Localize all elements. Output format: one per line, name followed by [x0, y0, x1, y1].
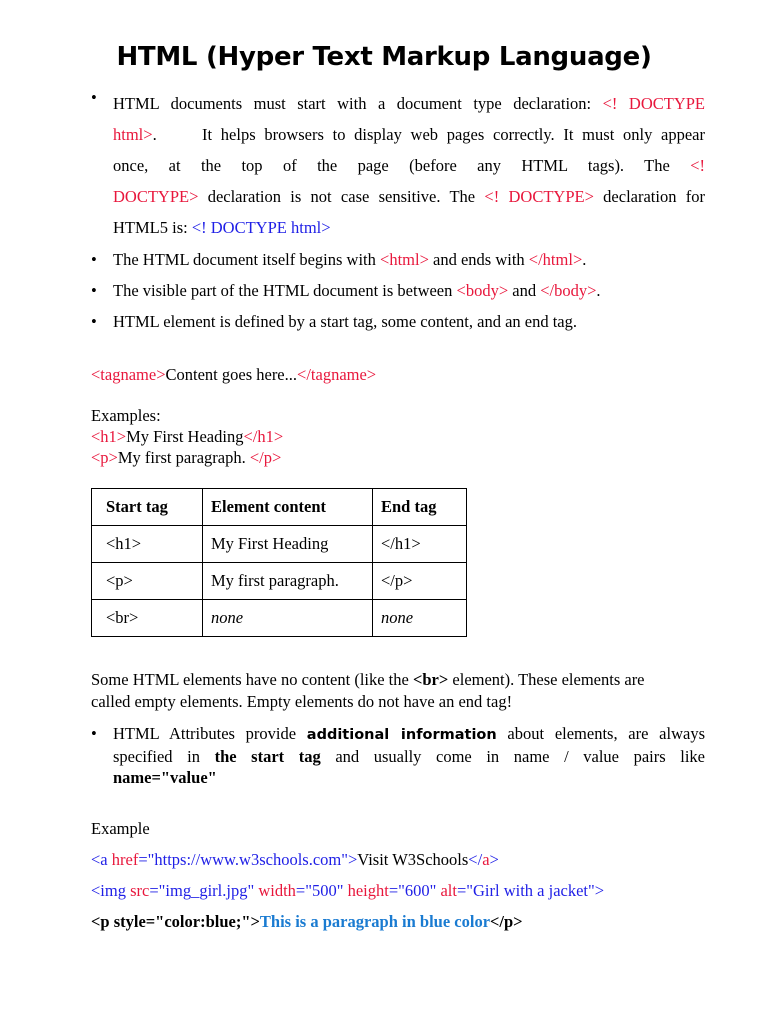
table-header-cell: End tag: [373, 489, 467, 526]
table-cell: none: [203, 600, 373, 637]
code: a: [482, 850, 490, 869]
text-line: [91, 669, 705, 691]
code-body-open: <body>: [456, 281, 509, 300]
blue-text: This is a paragraph in blue color: [259, 912, 491, 931]
bold-text: additional information: [306, 727, 497, 743]
examples-label: Examples:: [91, 406, 161, 425]
bullet-marker: •: [91, 250, 97, 269]
text: HTML documents must start with a document type declaration:: [113, 94, 603, 113]
page-title: HTML (Hyper Text Markup Language): [116, 42, 652, 72]
code-value: ="https://www.w3schools.com">: [138, 850, 358, 869]
code-attr: height: [347, 881, 389, 900]
code-value: ="500": [295, 881, 348, 900]
text-line: [113, 746, 705, 767]
code-br: <br>: [412, 670, 449, 689]
code-tagname-open: <tagname>: [91, 365, 166, 384]
text-line: [113, 88, 705, 119]
table-row: [92, 563, 467, 600]
text-line: [113, 119, 705, 150]
text: declaration for: [593, 187, 705, 206]
text-line: called empty elements. Empty elements do not have an end tag!: [91, 692, 513, 711]
bold-text: name="value": [113, 768, 217, 787]
table-cell: <br>: [92, 600, 203, 637]
table-cell: <h1>: [92, 526, 203, 563]
table-row: [92, 600, 467, 637]
code-attr: src: [130, 881, 150, 900]
text: .: [152, 125, 157, 144]
text: The HTML document itself begins with: [113, 250, 381, 269]
text: My First Heading: [126, 427, 244, 446]
example-p: [91, 447, 283, 468]
table-header-cell: Element content: [203, 489, 373, 526]
table-header-cell: Start tag: [92, 489, 203, 526]
tagname-syntax: [91, 359, 376, 390]
code-value: ="600": [388, 881, 441, 900]
text: Visit W3Schools: [357, 850, 469, 869]
text: about elements, are always: [496, 724, 705, 743]
code-tagname-close: </tagname>: [297, 365, 377, 384]
example-h1: [91, 426, 283, 447]
bullet-marker: •: [91, 312, 97, 331]
code-p-close: </p>: [249, 448, 282, 467]
text: Content goes here...: [165, 365, 298, 384]
text: and: [508, 281, 541, 300]
code-doctype: html>: [113, 125, 153, 144]
table-cell: </p>: [373, 563, 467, 600]
code-attr: width: [258, 881, 296, 900]
code: <p style="color:blue;">: [91, 912, 260, 931]
text: element). These elements are: [448, 670, 645, 689]
text: HTML Attributes provide: [113, 724, 307, 743]
text: and ends with: [428, 250, 529, 269]
code-doctype: <! DOCTYPE>: [484, 187, 594, 206]
code-attr: alt: [440, 881, 457, 900]
attributes-paragraph: [113, 723, 705, 788]
text: HTML5 is:: [113, 218, 192, 237]
code: </p>: [490, 912, 523, 931]
text-line: [113, 181, 705, 212]
table-cell: </h1>: [373, 526, 467, 563]
text-line: [113, 767, 705, 788]
text: and usually come in name / value pairs like: [320, 747, 705, 766]
code-html-open: <html>: [380, 250, 429, 269]
text-line: [113, 150, 705, 181]
code: >: [489, 850, 499, 869]
text: declaration is not case sensitive. The: [198, 187, 485, 206]
code-p-open: <p>: [91, 448, 118, 467]
text-line: [113, 723, 705, 746]
element-definition-paragraph: HTML element is defined by a start tag, some content, and an end tag.: [113, 312, 577, 331]
table-cell: My first paragraph.: [203, 563, 373, 600]
bold-text: the start tag: [214, 747, 321, 766]
html-tag-paragraph: [113, 244, 705, 275]
text: .: [582, 250, 587, 269]
text-line: [113, 212, 705, 243]
text: once, at the top of the page (before any HTML tags). The: [113, 156, 691, 175]
bullet-marker: •: [91, 88, 97, 107]
code-h1-close: </h1>: [243, 427, 284, 446]
code: </: [468, 850, 483, 869]
text: Some HTML elements have no content (like the: [91, 670, 413, 689]
code-doctype: DOCTYPE>: [113, 187, 199, 206]
example-img: [91, 875, 604, 906]
code-value: ="img_girl.jpg": [149, 881, 259, 900]
examples-block: [91, 405, 283, 468]
text: My first paragraph.: [117, 448, 250, 467]
code-value: ="Girl with a jacket">: [456, 881, 605, 900]
text: It helps browsers to display web pages correctly. It must only appear: [202, 125, 705, 144]
code: <img: [91, 881, 131, 900]
code-doctype: <!: [690, 156, 705, 175]
body-tag-paragraph: [113, 275, 705, 306]
table-cell: <p>: [92, 563, 203, 600]
bullet-marker: •: [91, 281, 97, 300]
example-anchor: [91, 844, 499, 875]
example-label: Example: [91, 819, 150, 838]
table-cell: none: [373, 600, 467, 637]
code: <a: [91, 850, 112, 869]
bullet-marker: •: [91, 724, 97, 743]
tags-table: [91, 488, 467, 637]
code-doctype-html5: <! DOCTYPE html>: [191, 218, 331, 237]
code-attr: href: [111, 850, 139, 869]
example-p-style: [91, 906, 523, 937]
text: .: [596, 281, 601, 300]
doctype-paragraph: [113, 88, 705, 243]
text: The visible part of the HTML document is between: [113, 281, 457, 300]
code-html-close: </html>: [528, 250, 583, 269]
empty-elements-paragraph: [91, 669, 705, 713]
table-header-row: [92, 489, 467, 526]
code-h1-open: <h1>: [91, 427, 127, 446]
table-row: [92, 526, 467, 563]
code-doctype: <! DOCTYPE: [602, 94, 705, 113]
text: specified in: [113, 747, 215, 766]
table-cell: My First Heading: [203, 526, 373, 563]
code-body-close: </body>: [540, 281, 597, 300]
